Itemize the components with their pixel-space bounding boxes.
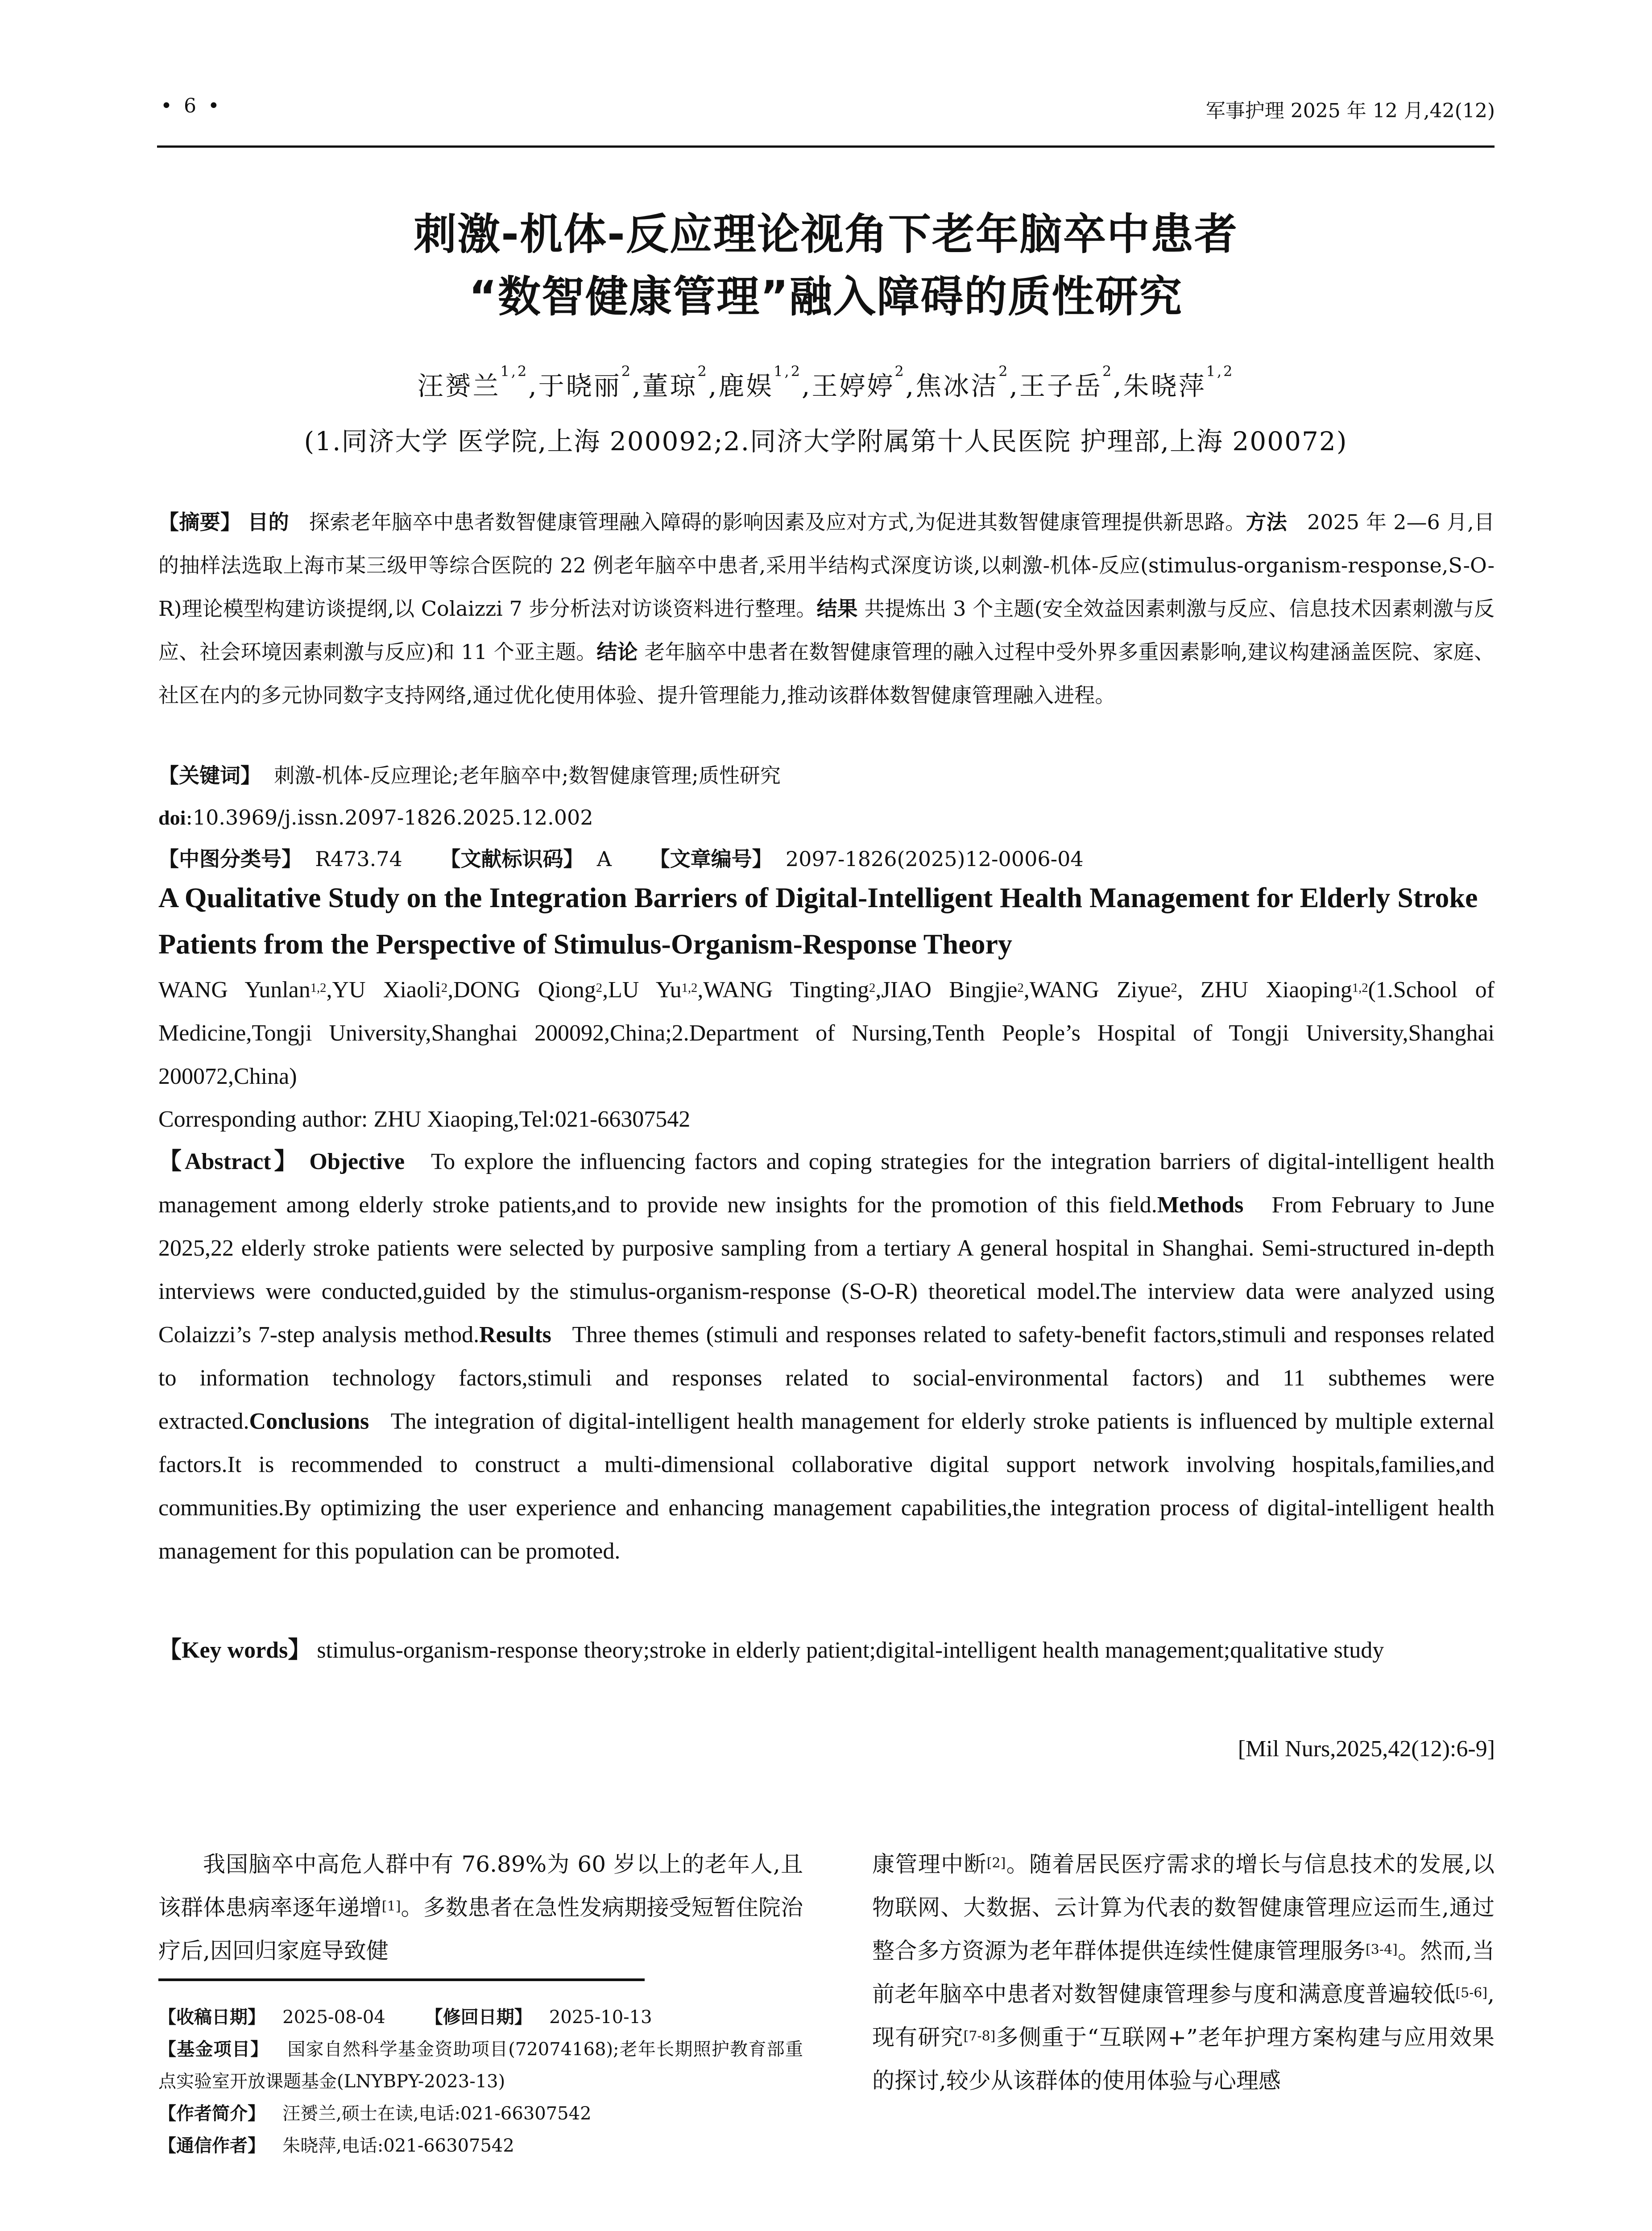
author-list: 汪赟兰$^{1,2}$,于晓丽$^2$,董琼$^2$,鹿娱$^{1,2}$,王婷婷$^2$,焦冰洁$^2$,王子岳$^2$,朱晓萍$^{1,2}$ [417, 363, 1234, 401]
citation: [Mil Nurs,2025,42(12):6-9] [1238, 1736, 1495, 1762]
conclusion-text: The integration of digital-intelligent health management for elderly stroke patients is influenced by multiple external factors.It is recommended to construct a multi-dimensional collaborative digital support network involving hospitals,families,and communities.By optimizing the user experience and enhancing management capabilities,the integration process of digital-intelligent health management for this population can be promoted. [158, 1409, 1495, 1564]
author: WANG Yunlan$^{1,2}$ [158, 977, 327, 1003]
author: 鹿娱$^{1,2}$ [718, 363, 802, 401]
header-rule [157, 145, 1495, 148]
english-abstract [158, 1140, 1495, 1573]
keywords-text: 刺激-机体-反应理论;老年脑卒中;数智健康管理;质性研究 [274, 763, 781, 788]
results-label: 结果 [816, 597, 858, 621]
author: 王婷婷$^2$ [812, 363, 906, 401]
doi-label: doi [158, 806, 186, 829]
article-no-value: 2097-1826(2025)12-0006-04 [785, 847, 1084, 871]
results-text: Three themes (stimuli and responses related to safety-benefit factors,stimuli and responses related to information technology factors,stimuli and responses related to social-environmental factors) and 11 subthemes were extracted. [158, 1322, 1495, 1434]
journal-header: 军事护理 2025 年 12 月,42(12) [1205, 100, 1495, 122]
corr-text: 朱晓萍,电话:021-66307542 [282, 2136, 514, 2156]
title-line-1: 刺激-机体-反应理论视角下老年脑卒中患者 [414, 209, 1238, 259]
objective-text: To explore the influencing factors and coping strategies for the integration barriers of digital-intelligent health management among elderly stroke patients,and to provide new insights for the promotion of this field. [158, 1149, 1495, 1218]
page-number: • 6 • [161, 95, 222, 117]
author: 董琼$^2$ [642, 363, 708, 401]
corr-label: 【通信作者】 [158, 2136, 265, 2156]
body-text: 。然而,当前老年脑卒中患者对数智健康管理参与度和满意度普遍较低 [872, 1938, 1495, 2007]
conclusion-text: 老年脑卒中患者在数智健康管理的融入过程中受外界多重因素影响,建议构建涵盖医院、家庭、社区在内的多元协同数字支持网络,通过优化使用体验、提升管理能力,推动该群体数智健康管理融入进程。 [158, 640, 1495, 707]
objective-text: 探索老年脑卒中患者数智健康管理融入障碍的影响因素及应对方式,为促进其数智健康管理提供新思路。 [309, 510, 1246, 534]
conclusion-label: 结论 [596, 640, 638, 664]
methods-label: Methods [1157, 1192, 1244, 1218]
received-date: 2025-08-04 [282, 2007, 385, 2028]
footnotes [158, 2001, 803, 2162]
author: ZHU Xiaoping$^{1,2}$ [1201, 977, 1368, 1003]
title-line-2: “数智健康管理”融入障碍的质性研究 [468, 272, 1183, 322]
body-text: 。多数患者在急性发病期接受短暂住院治疗后,因回归家庭导致健 [158, 1895, 803, 1964]
revised-label: 【修回日期】 [425, 2007, 532, 2028]
reference-link[interactable]: [2] [986, 1855, 1006, 1871]
bio-text: 汪赟兰,硕士在读,电话:021-66307542 [282, 2103, 592, 2124]
bio-label: 【作者简介】 [158, 2103, 265, 2124]
footnote-corresponding [158, 2130, 803, 2162]
body-text: 多侧重于“互联网+”老年护理方案构建与应用效果的探讨,较少从该群体的使用体验与心理感 [872, 2024, 1495, 2094]
english-keywords [158, 1629, 1495, 1672]
author: YU Xiaoli$^2$ [332, 977, 448, 1003]
english-affiliation: (1.School of Medicine,Tongji University,Shanghai 200092,China;2.Department of Nursing,Tenth People’s Hospital of Tongji University,Shanghai 200072,China) [158, 977, 1495, 1089]
results-label: Results [479, 1322, 551, 1348]
keywords-text: stimulus-organism-response theory;stroke in elderly patient;digital-intelligent health management;qualitative study [317, 1638, 1384, 1663]
body-text: 我国脑卒中高危人群中有 76.89%为 60 岁以上的老年人,且该群体患病率逐年递增 [158, 1851, 803, 1920]
author: 于晓丽$^2$ [538, 363, 633, 401]
conclusion-label: Conclusions [249, 1409, 369, 1434]
doc-code-label: 【文献标识码】 [440, 847, 584, 871]
cn-abstract [158, 501, 1495, 717]
doi-value[interactable]: :10.3969/j.issn.2097-1826.2025.12.002 [186, 805, 593, 829]
corresponding-author: Corresponding author: ZHU Xiaoping,Tel:021-66307542 [158, 1107, 691, 1132]
author: LU Yu$^{1,2}$ [608, 977, 698, 1003]
footnote-rule [158, 1978, 645, 1981]
doc-code-value: A [596, 847, 612, 871]
objective-label: Objective [309, 1149, 405, 1174]
affiliation: (1.同济大学 医学院,上海 200092;2.同济大学附属第十人民医院 护理部,上海 200072) [304, 426, 1348, 456]
methods-label: 方法 [1246, 510, 1288, 534]
reference-link[interactable]: [3-4] [1366, 1942, 1398, 1957]
reference-link[interactable]: [7-8] [963, 2028, 996, 2044]
author: 汪赟兰$^{1,2}$ [417, 363, 529, 401]
author: 朱晓萍$^{1,2}$ [1123, 363, 1234, 401]
body-column-left [158, 1843, 803, 1973]
footnote-dates [158, 2001, 803, 2033]
body-text: ,现有研究 [872, 1981, 1495, 2050]
methods-text: From February to June 2025,22 elderly stroke patients were selected by purposive sampling from a tertiary A general hospital in Shanghai. Semi-structured in-depth interviews were conducted,guided by the stimulus-organism-response (S-O-R) theoretical model.The interview data were analyzed using Colaizzi’s 7-step analysis method. [158, 1192, 1495, 1348]
methods-text: 2025 年 2—6 月,目的抽样法选取上海市某三级甲等综合医院的 22 例老年脑卒中患者,采用半结构式深度访谈,以刺激-机体-反应(stimulus-organism-response,S-O-R)理论模型构建访谈提纲,以 Colaizzi 7 步分析法对访谈资料进行整理。 [158, 510, 1495, 621]
clc-label: 【中图分类号】 [158, 847, 302, 871]
clc-value: R473.74 [315, 847, 402, 871]
footnote-fund [158, 2033, 803, 2098]
received-label: 【收稿日期】 [158, 2007, 265, 2028]
abstract-label: 【Abstract】 [158, 1149, 301, 1174]
objective-label: 目的 [248, 510, 289, 534]
article-title [157, 203, 1495, 328]
author: WANG Tingting$^2$ [703, 977, 876, 1003]
results-text: 共提炼出 3 个主题(安全效益因素刺激与反应、信息技术因素刺激与反应、社会环境因素刺激与反应)和 11 个亚主题。 [158, 597, 1495, 664]
author: 焦冰洁$^2$ [915, 363, 1010, 401]
keywords-label: 【Key words】 [158, 1638, 311, 1663]
reference-link[interactable]: [5-6] [1455, 1985, 1488, 2001]
author: JIAO Bingjie$^2$ [881, 977, 1024, 1003]
body-column-right [872, 1843, 1495, 2102]
reference-link[interactable]: [1] [381, 1899, 401, 1914]
footnote-bio [158, 2098, 803, 2130]
revised-date: 2025-10-13 [549, 2007, 652, 2028]
fund-text: 国家自然科学基金资助项目(72074168);老年长期照护教育部重点实验室开放课题基金(LNYBPY-2023-13) [158, 2039, 803, 2092]
author: WANG Ziyue$^2$ [1029, 977, 1177, 1003]
body-text: 。随着居民医疗需求的增长与信息技术的发展,以物联网、大数据、云计算为代表的数智健康管理应运而生,通过整合多方资源为老年群体提供连续性健康管理服务 [872, 1851, 1495, 1964]
keywords-label: 【关键词】 [158, 763, 261, 788]
english-authors-affiliation: WANG Yunlan$^{1,2}$,YU Xiaoli$^2$,DONG Qiong$^2$,LU Yu$^{1,2}$,WANG Tingting$^2$,JIAO Bingjie$^2$,WANG Ziyue$^2$, ZHU Xiaoping$^{1,2}$(1.School of Medicine,Tongji University,Shanghai 200092,China;2.Department of Nursing,Tenth People’s Hospital of Tongji University,Shanghai 200072,China) [158, 977, 1495, 1089]
cn-keywords [158, 754, 1495, 797]
author: DONG Qiong$^2$ [453, 977, 603, 1003]
article-no-label: 【文章编号】 [649, 847, 773, 871]
doi-line [158, 796, 1495, 839]
english-title: A Qualitative Study on the Integration Barriers of Digital-Intelligent Health Management for Elderly Stroke Patients from the Perspective of Stimulus-Organism-Response Theory [158, 882, 1478, 960]
fund-label: 【基金项目】 [158, 2039, 269, 2060]
abstract-label: 【摘要】 [158, 510, 241, 534]
author: 王子岳$^2$ [1019, 363, 1114, 401]
body-text: 康管理中断 [872, 1851, 987, 1877]
